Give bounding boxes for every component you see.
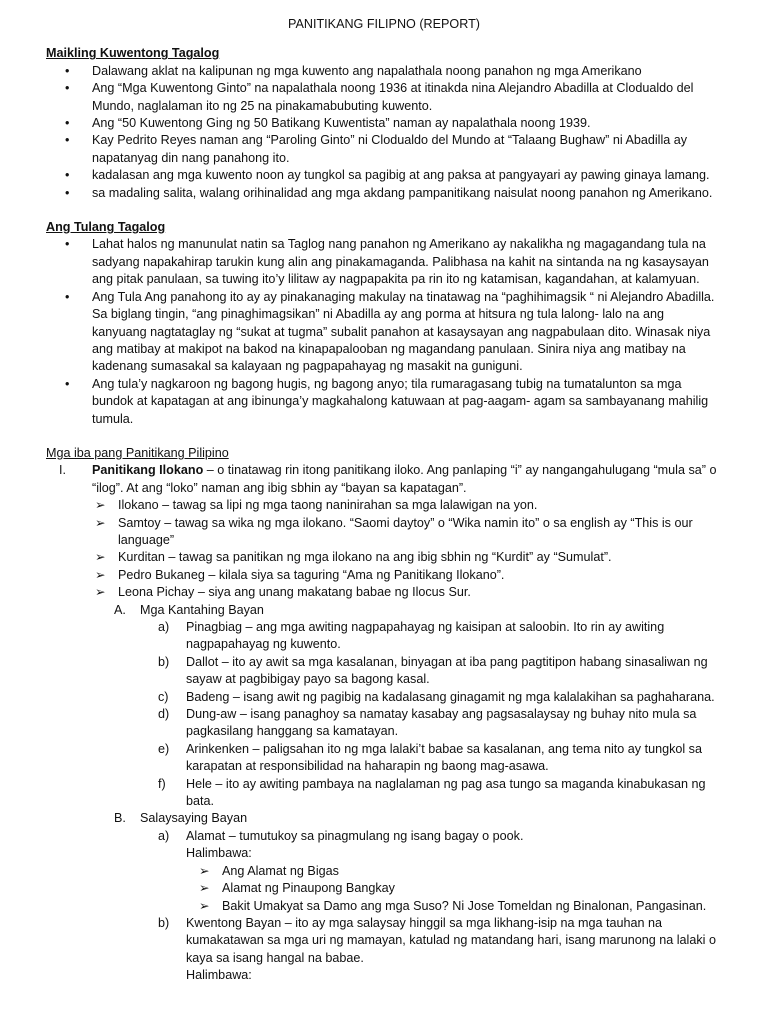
list-item: • Ang tula’y nagkaroon ng bagong hugis, ng bagong anyo; tila rumaragasang tubig na tumatalunton sa mga bundok at kapatagan at ang ibinunga’y magkahalong katuwaan at pag-aagam- agam sa sambayanang mahilig tumula.: [46, 376, 722, 428]
lower-alpha-list: [92, 828, 722, 985]
arrow-bullet-icon: ➢: [199, 881, 210, 896]
list-item: • kadalasan ang mga kuwento noon ay tungkol sa pagibig at ang paksa at pangyayari ay pawing ginaya lamang.: [46, 167, 722, 184]
halimbawa-label: Halimbawa:: [186, 846, 252, 861]
list-item: • Dalawang aklat na kalipunan ng mga kuwento ang napalathala noong panahon ng mga Amerikano: [46, 63, 722, 80]
term-definition: – o tinatawag rin itong panitikang iloko. Ang panlaping “i” ay nangangahulugang “mula sa” o “ilog”. At ang “loko” naman ang ibig sbhin ay “bayan sa kapatagan”.: [92, 463, 717, 495]
bullet-list-tulang-tagalog: [46, 236, 722, 427]
list-item: • Kay Pedrito Reyes naman ang “Paroling Ginto” ni Clodualdo del Mundo at “Talaang Bughaw” ni Abadilla ay napatanyag din nang panahong ito.: [46, 132, 722, 167]
alpha-list: [92, 602, 722, 985]
arrow-bullet-icon: ➢: [95, 550, 106, 565]
list-item: • Lahat halos ng manunulat natin sa Taglog nang panahon ng Amerikano ay nakalikha ng magagandang tula na sadyang napakahirap tarukin kung alin ang pinakamaganda. Palibhasa na kahit na sintanda na ng kasaysayan ang pitak panulaan, sa tuwing ito’y lilitaw ay nagpapakita pa rin ito ng katamisan, kagandahan, at kalamyuan.: [46, 236, 722, 288]
list-item: ➢ Pedro Bukaneg – kilala siya sa taguring “Ama ng Panitikang Ilokano”.: [92, 567, 722, 584]
list-item: ➢ Bakit Umakyat sa Damo ang mga Suso? Ni Jose Tomeldan ng Binalonan, Pangasinan.: [186, 898, 722, 915]
list-item: c) Badeng – isang awit ng pagibig na kadalasang ginagamit ng mga kalalakihan sa paghaharana.: [158, 689, 715, 704]
example-list: [186, 863, 722, 915]
list-item: • sa madaling salita, walang orihinalidad ang mga akdang pampanitikang naisulat noong panahon ng Amerikano.: [46, 185, 722, 202]
list-item: • Ang “Mga Kuwentong Ginto” na napalathala noong 1936 at itinakda nina Alejandro Abadilla at Clodualdo del Mundo, naglalaman ito ng 25 na pinakamabubuting kuwento.: [46, 80, 722, 115]
list-marker: B.: [114, 811, 126, 826]
roman-list: [46, 462, 722, 984]
list-item: e) Arinkenken – paligsahan ito ng mga lalaki’t babae sa kasalanan, ang tema nito ay tungkol sa karapatan at responsibilidad na haharapin ng baong mag-asawa.: [158, 741, 702, 774]
document-title: PANITIKANG FILIPNO (REPORT): [288, 17, 480, 31]
list-item: ➢ Kurditan – tawag sa panitikan ng mga ilokano na ang ibig sbhin ng “Kurdit” ay “Sumulat”.: [92, 549, 722, 566]
list-item: a) Pinagbiag – ang mga awiting nagpapahayag ng kaisipan at saloobin. Ito rin ay awiting nagpapahayag ng kuwento.: [158, 620, 665, 652]
arrow-list: [92, 497, 722, 601]
arrow-bullet-icon: ➢: [95, 567, 106, 582]
list-item-salaysaying-bayan: [92, 810, 722, 984]
subheading-kantahing-bayan: Mga Kantahing Bayan: [140, 602, 264, 617]
term-panitikang-ilokano: Panitikang Ilokano: [92, 463, 204, 478]
list-marker: I.: [59, 463, 66, 478]
halimbawa-label: Halimbawa:: [186, 968, 252, 983]
list-item-kantahing-bayan: [92, 602, 722, 811]
list-item-panitikang-ilokano: [46, 462, 722, 984]
bullet-list-maikling-kuwento: [46, 63, 722, 202]
arrow-bullet-icon: ➢: [95, 498, 106, 513]
arrow-bullet-icon: ➢: [95, 585, 106, 600]
list-item: ➢ Leona Pichay – siya ang unang makatang babae ng Ilocus Sur.: [92, 584, 722, 601]
list-item: ➢ Samtoy – tawag sa wika ng mga ilokano. “Saomi daytoy” o “Wika namin ito” o sa english ay “This is our language”: [95, 515, 693, 547]
arrow-bullet-icon: ➢: [199, 863, 210, 878]
list-item: ➢ Ilokano – tawag sa lipi ng mga taong naninirahan sa mga lalawigan na yon.: [92, 497, 722, 514]
list-item-alamat: a) Alamat – tumutukoy sa pinagmulang ng isang bagay o pook. Halimbawa: ➢ Ang Alamat ng Bigas ➢ Alamat ng Pinaupong Bangkay ➢ Bakit Umakyat sa Damo ang mga Suso? Ni Jose Tomeldan ng Binalonan, Pangasinan.: [140, 828, 722, 915]
list-item: ➢ Alamat ng Pinaupong Bangkay: [186, 880, 722, 897]
subheading-salaysaying-bayan: Salaysaying Bayan: [140, 811, 248, 826]
section-heading-tulang-tagalog: Ang Tulang Tagalog: [46, 220, 166, 235]
list-item: d) Dung-aw – isang panaghoy sa namatay kasabay ang pagsasalaysay ng buhay nito mula sa pagkasilang hanggang sa kamatayan.: [158, 707, 697, 739]
list-item: b) Dallot – ito ay awit sa mga kasalanan, binyagan at iba pang pagtitipon habang sinasaliwan ng sayaw at pagbibigay payo sa bagong kasal.: [158, 654, 708, 687]
list-item: • Ang Tula Ang panahong ito ay ay pinakanaging makulay na tinatawag na “paghihimagsik “ ni Alejandro Abadilla. Sa biglang tingin, “ang pinaghimagsikan” ni Abadilla ay ang porma at hitsura ng tula lalong- lalo na ang kanyuang nagtataglay ng “sukat at tugma” subalit panahon at kasaysayan ang nagpabulaan dito. Winasak niya ang matibay at makipot na bakod na kinapapalooban ng magandang panulaan. Sinira niya ang matibay na kadenang sumasakal sa kalayaan ng pagpapahayag ng masakit na guniguni.: [46, 289, 722, 376]
list-item-kwentong-bayan: b) Kwentong Bayan – ito ay mga salaysay hinggil sa mga likhang-isip na mga tauhan na kumakatawan sa mga uri ng mamayan, katulad ng matandang hari, isang marunong na lalaki o kaya sa isang hangal na babae. Halimbawa:: [158, 915, 716, 983]
arrow-bullet-icon: ➢: [199, 898, 210, 913]
list-item: • Ang “50 Kuwentong Ging ng 50 Batikang Kuwentista” naman ay napalathala noong 1939.: [46, 115, 722, 132]
lower-alpha-list: [92, 619, 722, 810]
section-heading-iba-pang-panitikan: Mga iba pang Panitikang Pilipino: [46, 445, 229, 460]
list-item: ➢ Ang Alamat ng Bigas: [186, 863, 722, 880]
arrow-bullet-icon: ➢: [95, 515, 106, 530]
list-marker: A.: [114, 602, 126, 617]
section-heading-maikling-kuwento: Maikling Kuwentong Tagalog: [46, 46, 220, 61]
list-item: f) Hele – ito ay awiting pambaya na naglalaman ng pag asa tungo sa maganda kinabukasan ng bata.: [158, 776, 706, 809]
